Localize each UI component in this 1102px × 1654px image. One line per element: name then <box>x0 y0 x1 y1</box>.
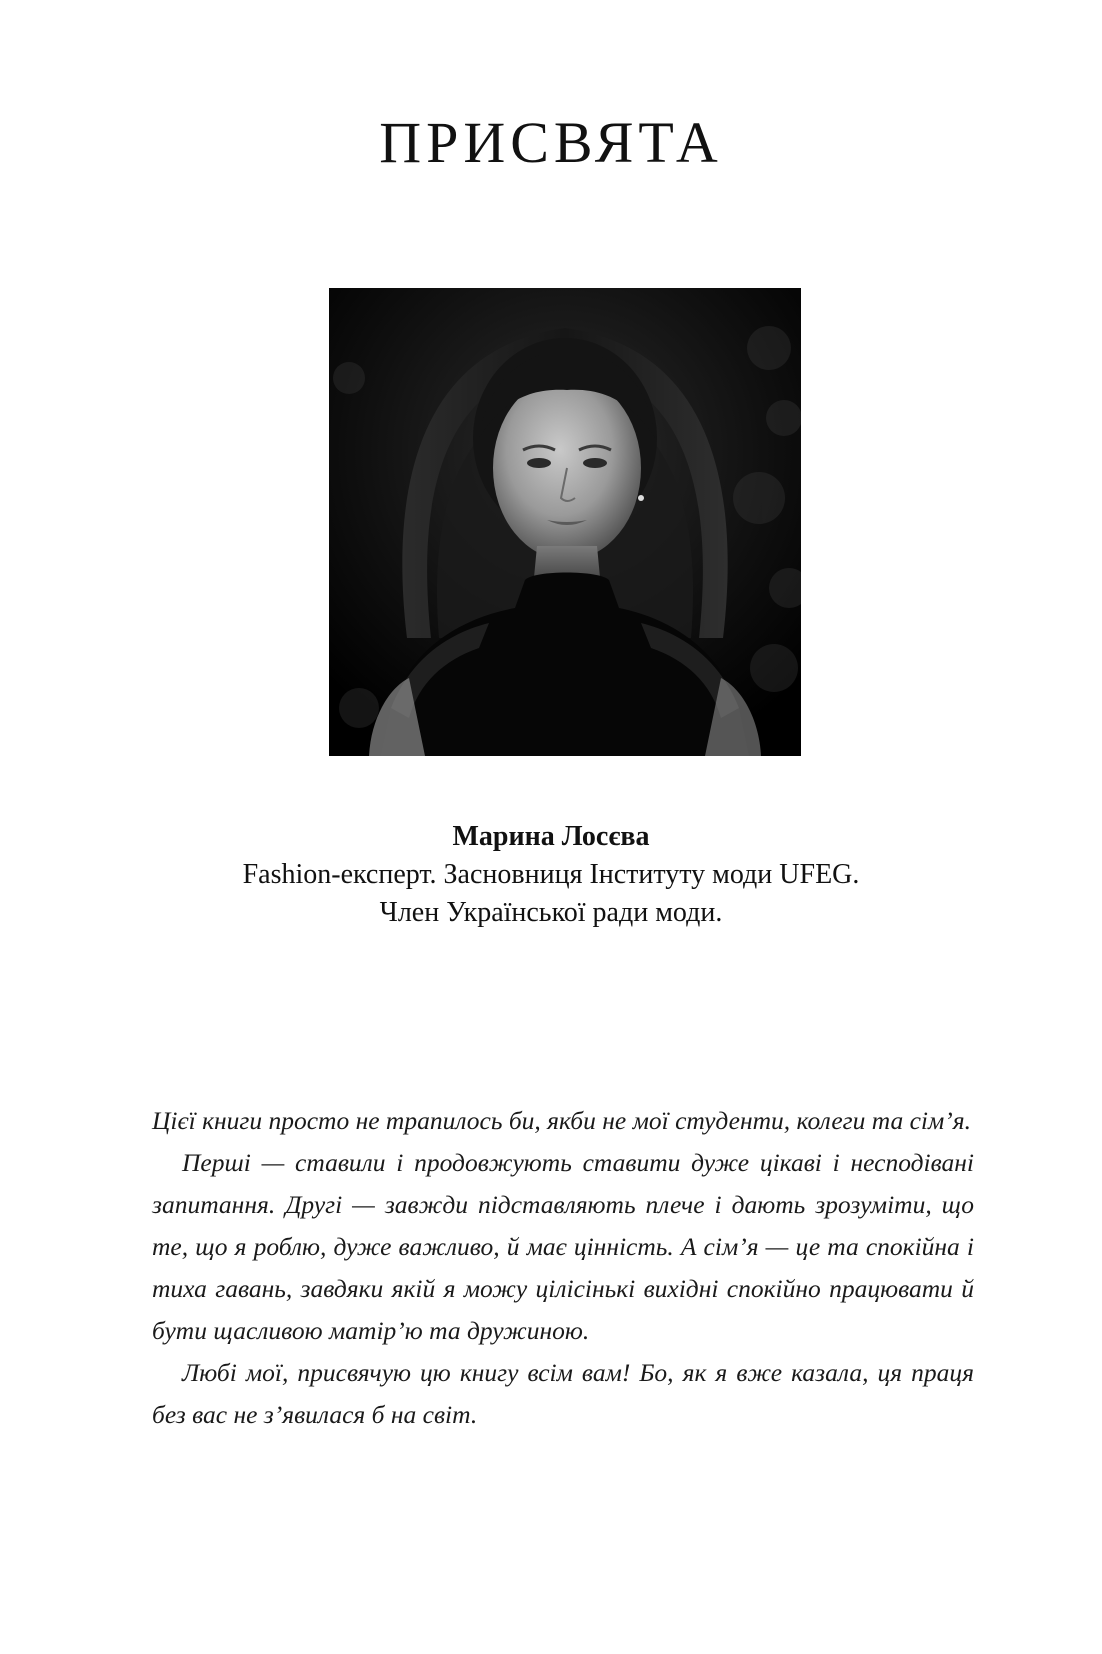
dedication-paragraph: Любі мої, присвячую цю книгу всім вам! Бо, як я вже казала, ця праця без вас не з’явилася б на світ. <box>152 1358 974 1429</box>
author-membership: Член Української ради моди. <box>379 897 723 928</box>
author-name: Марина Лосєва <box>452 821 650 852</box>
page-title: ПРИСВЯТА <box>379 110 723 175</box>
author-role: Fashion-експерт. Засновниця Інституту моди UFEG. <box>242 859 860 890</box>
author-portrait <box>329 288 801 756</box>
dedication-text <box>152 1100 974 1436</box>
dedication-paragraph: Цієї книги просто не трапилось би, якби не мої студенти, колеги та сім’я. <box>152 1106 971 1135</box>
author-caption <box>0 818 1102 932</box>
portrait-illustration <box>329 288 801 756</box>
dedication-paragraph: Перші — ставили і продовжують ставити дуже цікаві і несподівані запитання. Другі — завжди підставляють плече і дають зрозуміти, що те, що я роблю, дуже важливо, й має цінність. А сім’я — це та спокійна і тиха гавань, завдяки якій я можу цілісінькі вихідні спокійно працювати й бути щасливою матір’ю та дружиною. <box>152 1148 974 1345</box>
